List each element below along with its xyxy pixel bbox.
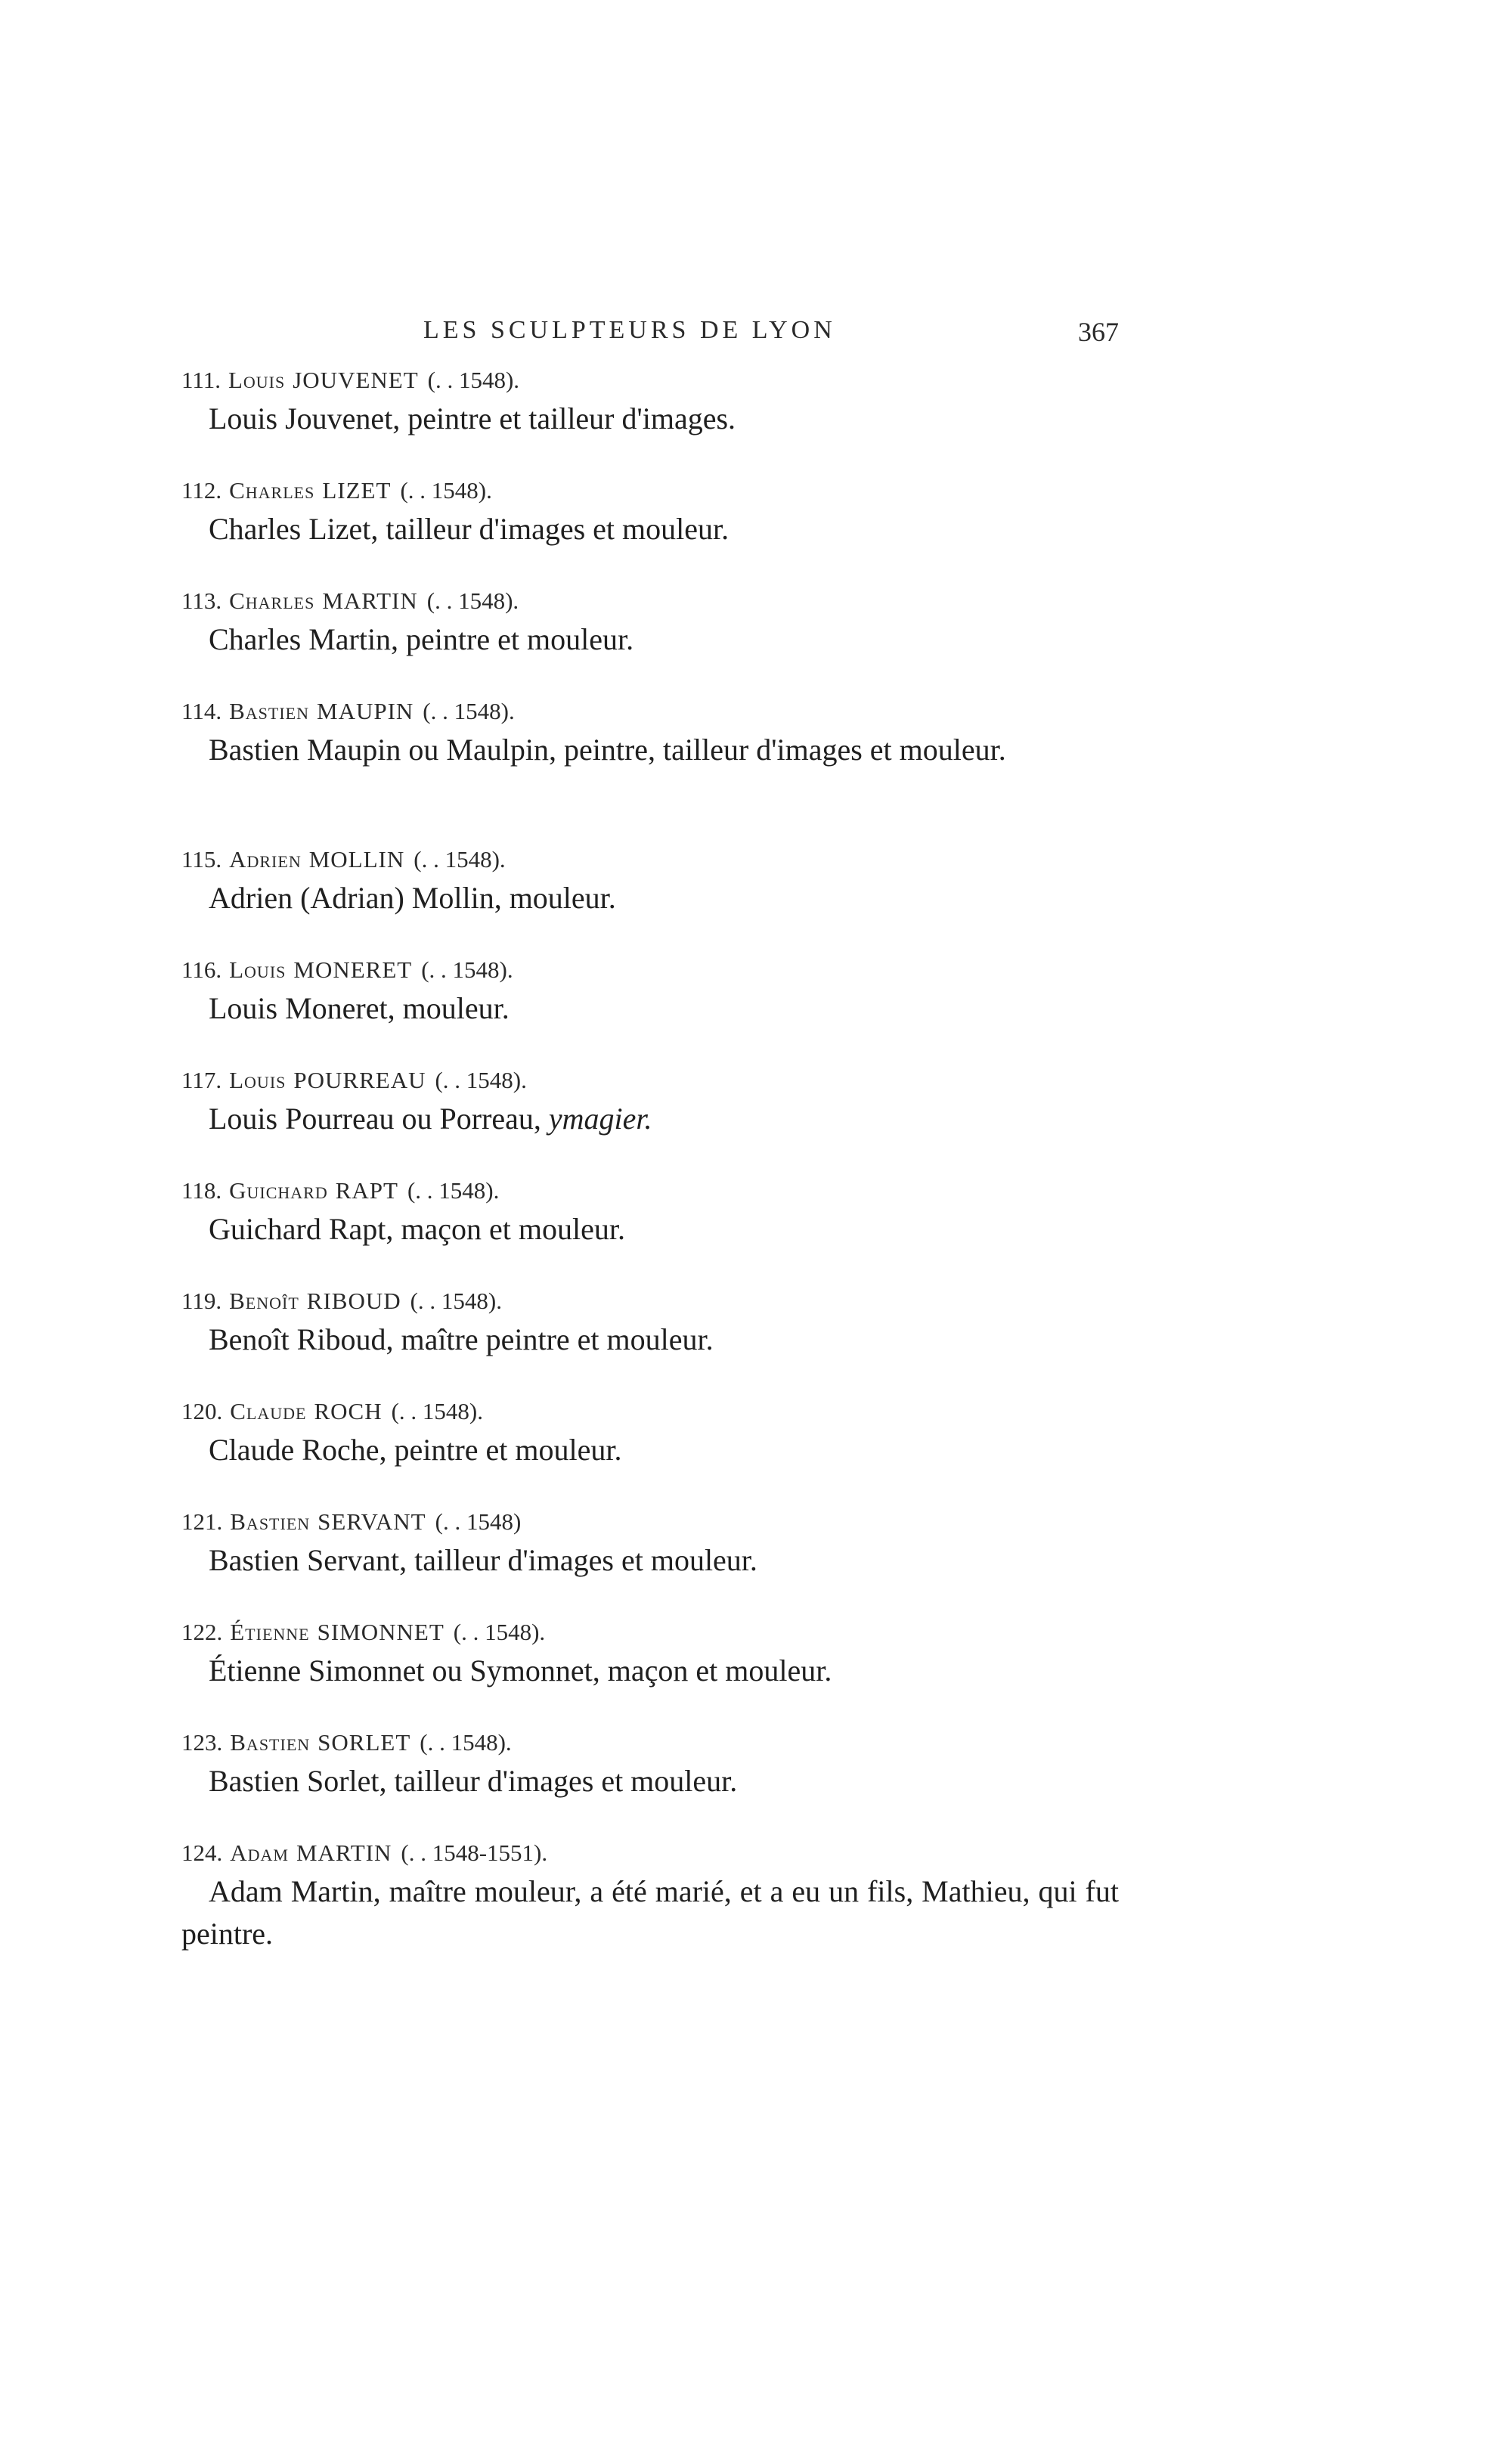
entry-dates: (. . 1548): [435, 1508, 522, 1535]
entry-heading: [181, 1394, 1119, 1429]
entry-description: Bastien Maupin ou Maulpin, peintre, tailleur d'images et mouleur.: [209, 733, 1006, 767]
entry-121: [181, 1505, 1119, 1615]
entry-description-italic: ymagier.: [548, 1102, 652, 1136]
entry-dates: (. . 1548).: [391, 1398, 484, 1424]
entry-number: 118.: [181, 1177, 222, 1204]
entry-surname: JOUVENET: [293, 367, 419, 393]
entry-dates: (. . 1548).: [414, 846, 506, 872]
entry-given-name: Louis: [229, 1067, 287, 1093]
entry-heading: [181, 1173, 1119, 1208]
entry-122: [181, 1615, 1119, 1725]
entry-heading: [181, 1284, 1119, 1319]
entry-heading: [181, 953, 1119, 987]
running-head: [181, 316, 1119, 361]
entry-given-name: Charles: [229, 587, 315, 614]
entry-description: Charles Martin, peintre et mouleur.: [209, 622, 634, 656]
running-title: LES SCULPTEURS DE LYON: [423, 316, 836, 344]
entry-description: Bastien Sorlet, tailleur d'images et mouleur.: [209, 1764, 738, 1798]
entry-number: 120.: [181, 1398, 223, 1424]
entry-surname: MONERET: [293, 956, 413, 983]
entry-number: 115.: [181, 846, 222, 872]
entry-dates: (. . 1548).: [421, 956, 513, 983]
entry-111: [181, 363, 1119, 473]
entry-dates: (. . 1548).: [427, 367, 520, 393]
entry-given-name: Guichard: [229, 1177, 328, 1204]
entry-118: [181, 1173, 1119, 1284]
entry-surname: SORLET: [318, 1729, 411, 1756]
entry-dates: (. . 1548).: [410, 1288, 503, 1314]
entry-number: 124.: [181, 1839, 223, 1866]
entry-number: 111.: [181, 367, 221, 393]
entry-description: Claude Roche, peintre et mouleur.: [209, 1433, 622, 1467]
entry-surname: SIMONNET: [317, 1619, 445, 1645]
entry-given-name: Louis: [229, 956, 287, 983]
entry-surname: LIZET: [322, 477, 392, 504]
entry-dates: (. . 1548).: [435, 1067, 527, 1093]
entry-117: [181, 1063, 1119, 1173]
entry-number: 121.: [181, 1508, 223, 1535]
entry-heading: [181, 1725, 1119, 1760]
entry-dates: (. . 1548).: [453, 1619, 546, 1645]
entry-surname: ROCH: [314, 1398, 383, 1424]
entry-116: [181, 953, 1119, 1063]
entry-124: [181, 1836, 1119, 1984]
entry-123: [181, 1725, 1119, 1836]
entry-surname: MAUPIN: [317, 698, 414, 724]
entry-number: 119.: [181, 1288, 222, 1314]
entry-description: Adam Martin, maître mouleur, a été marié, et a eu un fils, Mathieu, qui fut peintre.: [181, 1874, 1119, 1951]
entry-heading: [181, 1615, 1119, 1650]
entry-heading: [181, 1836, 1119, 1870]
entry-dates: (. . 1548).: [407, 1177, 500, 1204]
entry-dates: (. . 1548-1551).: [401, 1839, 548, 1866]
entry-description: Adrien (Adrian) Mollin, mouleur.: [209, 881, 616, 915]
entry-surname: MOLLIN: [308, 846, 405, 872]
entry-number: 113.: [181, 587, 222, 614]
entry-surname: MARTIN: [322, 587, 418, 614]
entry-description: Louis Jouvenet, peintre et tailleur d'images.: [209, 401, 736, 435]
entry-given-name: Charles: [229, 477, 315, 504]
entry-description: Étienne Simonnet ou Symonnet, maçon et mouleur.: [209, 1654, 832, 1688]
entry-119: [181, 1284, 1119, 1394]
entry-113: [181, 584, 1119, 694]
entry-list: [181, 363, 1119, 1984]
entry-description: Bastien Servant, tailleur d'images et mouleur.: [209, 1543, 757, 1577]
entry-given-name: Louis: [228, 367, 286, 393]
entry-heading: [181, 473, 1119, 508]
entry-dates: (. . 1548).: [423, 698, 515, 724]
entry-surname: RIBOUD: [306, 1288, 401, 1314]
entry-heading: [181, 584, 1119, 618]
entry-number: 122.: [181, 1619, 223, 1645]
entry-dates: (. . 1548).: [426, 587, 519, 614]
entry-given-name: Adrien: [229, 846, 302, 872]
entry-number: 112.: [181, 477, 222, 504]
entry-surname: POURREAU: [293, 1067, 426, 1093]
entry-given-name: Benoît: [229, 1288, 299, 1314]
entry-surname: SERVANT: [318, 1508, 426, 1535]
entry-given-name: Bastien: [230, 1508, 311, 1535]
entry-number: 114.: [181, 698, 222, 724]
entry-description: Charles Lizet, tailleur d'images et mouleur.: [209, 512, 730, 546]
entry-surname: MARTIN: [296, 1839, 392, 1866]
entry-given-name: Bastien: [229, 698, 309, 724]
entry-120: [181, 1394, 1119, 1505]
entry-description: Louis Moneret, mouleur.: [209, 991, 510, 1025]
entry-112: [181, 473, 1119, 584]
entry-description: Benoît Riboud, maître peintre et mouleur.: [209, 1322, 714, 1356]
entry-given-name: Claude: [230, 1398, 307, 1424]
entry-given-name: Étienne: [230, 1619, 310, 1645]
entry-dates: (. . 1548).: [400, 477, 492, 504]
entry-number: 116.: [181, 956, 222, 983]
entry-heading: [181, 363, 1119, 398]
entry-number: 123.: [181, 1729, 223, 1756]
entry-heading: [181, 842, 1119, 877]
entry-given-name: Adam: [230, 1839, 289, 1866]
entry-number: 117.: [181, 1067, 222, 1093]
entry-heading: [181, 1063, 1119, 1098]
entry-heading: [181, 1505, 1119, 1539]
entry-dates: (. . 1548).: [420, 1729, 512, 1756]
entry-surname: RAPT: [335, 1177, 398, 1204]
entry-heading: [181, 694, 1119, 729]
entry-114: [181, 694, 1119, 842]
entry-description-text: Louis Pourreau ou Porreau,: [209, 1102, 541, 1136]
entry-given-name: Bastien: [230, 1729, 311, 1756]
entry-115: [181, 842, 1119, 953]
entry-description: [181, 1098, 1119, 1140]
entry-description: Guichard Rapt, maçon et mouleur.: [209, 1212, 625, 1246]
page-number: 367: [1078, 317, 1119, 347]
